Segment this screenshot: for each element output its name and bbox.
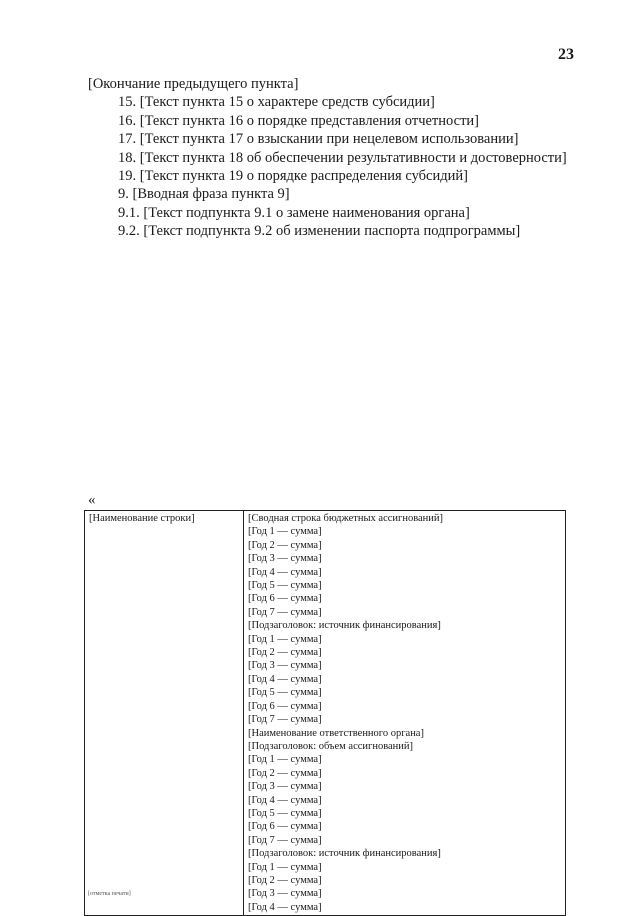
table-value-line: [Год 3 — сумма] bbox=[248, 781, 322, 793]
table-label-cell bbox=[85, 511, 244, 916]
table-value-line: [Год 4 — сумма] bbox=[248, 901, 322, 913]
table-value-line: [Год 2 — сумма] bbox=[248, 647, 322, 659]
table-value-line: [Год 1 — сумма] bbox=[248, 526, 322, 538]
table-value-line: [Год 3 — сумма] bbox=[248, 553, 322, 565]
paragraph-9-2: 9.2. [Текст подпункта 9.2 об изменении паспорта подпрограммы] bbox=[118, 223, 521, 240]
paragraph-continuation: [Окончание предыдущего пункта] bbox=[88, 76, 299, 92]
table-value-line: [Год 1 — сумма] bbox=[248, 861, 322, 873]
table-value-line: [Год 1 — сумма] bbox=[248, 633, 322, 645]
table-value-line: [Год 5 — сумма] bbox=[248, 687, 322, 699]
table-value-line: [Год 4 — сумма] bbox=[248, 566, 322, 578]
paragraph-16: 16. [Текст пункта 16 о порядке представления отчетности] bbox=[118, 112, 479, 129]
table-value-line: [Сводная строка бюджетных ассигнований] bbox=[248, 513, 444, 524]
table-value-line: [Год 5 — сумма] bbox=[248, 580, 322, 592]
passport-table bbox=[84, 510, 566, 916]
table-value-line: [Год 3 — сумма] bbox=[248, 888, 322, 900]
paragraph-9: 9. [Вводная фраза пункта 9] bbox=[118, 186, 290, 203]
table-value-line: [Подзаголовок: источник финансирования] bbox=[248, 620, 441, 632]
table-row bbox=[85, 511, 566, 916]
paragraph-9-1: 9.1. [Текст подпункта 9.1 о замене наименования органа] bbox=[118, 204, 470, 221]
paragraph-15: 15. [Текст пункта 15 о характере средств субсидии] bbox=[118, 94, 435, 111]
page-number: 23 bbox=[558, 46, 574, 63]
table-value-line: [Год 4 — сумма] bbox=[248, 673, 322, 685]
table-value-line: [Год 6 — сумма] bbox=[248, 593, 322, 605]
table-value-line: [Год 1 — сумма] bbox=[248, 754, 322, 766]
table-value-line: [Год 2 — сумма] bbox=[248, 539, 322, 551]
table-value-line: [Год 5 — сумма] bbox=[248, 807, 322, 819]
table-value-line: [Год 7 — сумма] bbox=[248, 606, 322, 618]
table-value-cell bbox=[244, 511, 566, 916]
body-text bbox=[88, 76, 570, 242]
quote-open-mark: « bbox=[88, 492, 96, 508]
table-value-line: [Подзаголовок: объем ассигнований] bbox=[248, 740, 414, 752]
table-value-line: [Год 2 — сумма] bbox=[248, 874, 322, 886]
paragraph-17: 17. [Текст пункта 17 о взыскании при нецелевом использовании] bbox=[118, 131, 519, 148]
table-value-line: [Подзаголовок: источник финансирования] bbox=[248, 848, 441, 860]
table-value-line: [Год 7 — сумма] bbox=[248, 834, 322, 846]
table-value-line: [Год 4 — сумма] bbox=[248, 794, 322, 806]
table-value-line: [Год 2 — сумма] bbox=[248, 767, 322, 779]
table-value-line: [Год 6 — сумма] bbox=[248, 700, 322, 712]
table-value-line: [Год 7 — сумма] bbox=[248, 714, 322, 726]
table-value-line: [Год 6 — сумма] bbox=[248, 821, 322, 833]
table-value-line: [Год 3 — сумма] bbox=[248, 660, 322, 672]
print-mark: [отметка печати] bbox=[88, 891, 131, 897]
table-value-line: [Наименование ответственного органа] bbox=[248, 727, 424, 739]
paragraph-19: 19. [Текст пункта 19 о порядке распределения субсидий] bbox=[118, 168, 468, 185]
table-label: [Наименование строки] bbox=[89, 513, 195, 524]
paragraph-18: 18. [Текст пункта 18 об обеспечении результативности и достоверности] bbox=[118, 149, 567, 166]
